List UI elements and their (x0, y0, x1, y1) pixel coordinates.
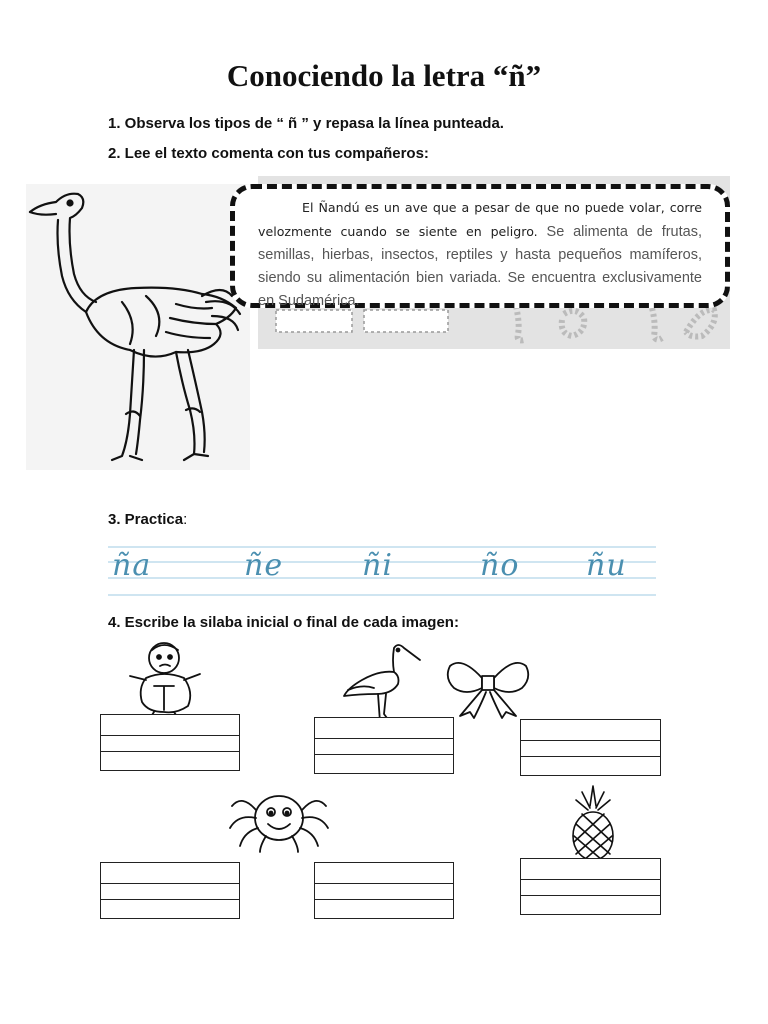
answer-line[interactable] (315, 718, 453, 739)
answer-line[interactable] (315, 884, 453, 900)
answer-line[interactable] (101, 715, 239, 736)
answer-line[interactable] (521, 720, 660, 741)
boy-icon (124, 640, 208, 720)
answer-box-1[interactable] (100, 714, 240, 771)
reading-passage (258, 196, 702, 313)
passage-lead: El Ñandú es un ave que a pesar de que no puede volar, corre velozmente cuando se siente en peligro. (258, 200, 702, 239)
answer-line[interactable] (315, 755, 453, 773)
answer-box-2[interactable] (314, 717, 454, 774)
instruction-3: 3. Practica: (108, 511, 188, 528)
instruction-4: 4. Escribe la silaba inicial o final de cada imagen: (108, 614, 459, 631)
answer-line[interactable] (101, 863, 239, 884)
answer-box-5[interactable] (314, 862, 454, 919)
stork-icon (340, 638, 424, 724)
syllable-ne: ñe (244, 548, 284, 583)
page-title: Conociendo la letra “ñ” (226, 58, 542, 93)
bow-icon (444, 656, 532, 720)
instruction-1: 1. Observa los tipos de “ ñ ” y repasa la línea punteada. (108, 115, 504, 132)
instruction-2: 2. Lee el texto comenta con tus compañeros: (108, 145, 429, 162)
ostrich-icon (26, 184, 250, 470)
spider-icon (226, 788, 332, 854)
answer-line[interactable] (101, 736, 239, 752)
answer-line[interactable] (101, 900, 239, 918)
answer-line[interactable] (315, 900, 453, 918)
answer-line[interactable] (521, 757, 660, 775)
syllable-na: ña (112, 548, 152, 583)
syllable-ni: ñi (362, 548, 393, 583)
passage-rest: Se alimenta de frutas, semillas, hierbas, insectos, reptiles y hasta pequeños mamíferos, siendo su alimentación bien variada. Se encuentra exclusivamente en Sudamérica. (258, 224, 702, 309)
answer-line[interactable] (315, 739, 453, 755)
answer-line[interactable] (521, 741, 660, 757)
answer-line[interactable] (101, 752, 239, 770)
answer-box-3[interactable] (520, 719, 661, 776)
answer-line[interactable] (521, 880, 660, 896)
syllable-no: ño (480, 548, 520, 583)
answer-line[interactable] (521, 859, 660, 880)
pineapple-icon (568, 784, 618, 862)
answer-line[interactable] (521, 896, 660, 914)
answer-box-6[interactable] (520, 858, 661, 915)
answer-line[interactable] (101, 884, 239, 900)
syllable-nu: ñu (586, 548, 627, 583)
answer-box-4[interactable] (100, 862, 240, 919)
answer-line[interactable] (315, 863, 453, 884)
